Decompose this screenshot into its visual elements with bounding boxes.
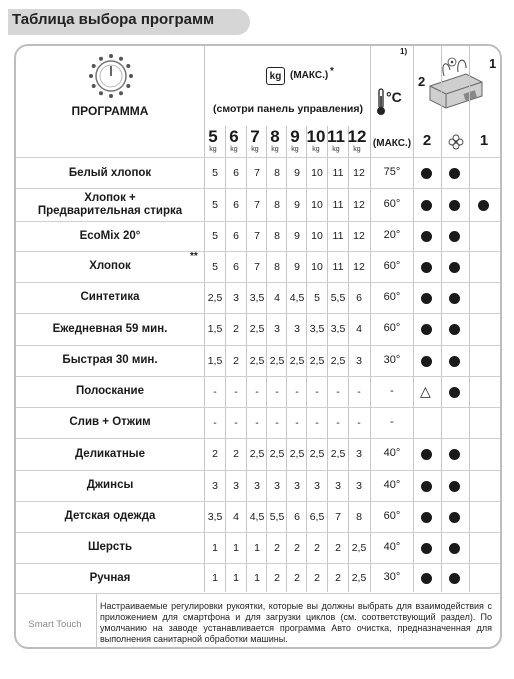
max-temperature: 30° xyxy=(383,571,401,583)
program-name: Полоскание xyxy=(76,385,144,397)
load-value: 2 xyxy=(294,572,300,584)
load-value: 3 xyxy=(274,323,280,335)
load-value: 2,5 xyxy=(269,354,285,367)
load-value: 8 xyxy=(274,198,280,211)
kg-weight-icon: kg xyxy=(266,67,285,85)
column-divider xyxy=(370,46,371,592)
detergent-mark-triangle: △ xyxy=(420,382,431,399)
load-value: - xyxy=(255,416,259,429)
load-value: 4 xyxy=(274,291,280,304)
load-value: - xyxy=(234,385,238,398)
load-value: 1,5 xyxy=(207,354,223,367)
load-value: 5 xyxy=(212,198,218,211)
detergent-mark-dot xyxy=(449,168,460,179)
load-value: 5,5 xyxy=(269,510,285,523)
load-value: 2 xyxy=(335,572,341,584)
detergent-mark-dot xyxy=(421,481,432,492)
max-temperature: 60° xyxy=(383,259,401,272)
load-value: 11 xyxy=(332,198,344,211)
row-divider xyxy=(16,221,500,222)
detergent-drawer-icon xyxy=(426,52,488,118)
detergent-mark-dot xyxy=(449,543,460,554)
compartment-1-header: 1 xyxy=(479,132,489,149)
capacity-unit: kg xyxy=(353,146,361,153)
load-value: 2 xyxy=(314,572,320,584)
detergent-mark-dot xyxy=(449,512,460,523)
capacity-unit: kg xyxy=(209,146,217,153)
program-name: Детская одежда xyxy=(64,510,156,522)
load-value: 1 xyxy=(212,572,218,584)
load-value: 3 xyxy=(254,479,260,492)
load-value: - xyxy=(295,385,299,398)
program-name: Слив + Отжим xyxy=(69,416,151,428)
load-value: 8 xyxy=(274,167,280,179)
load-value: 2,5 xyxy=(269,448,285,460)
load-value: 11 xyxy=(332,230,344,242)
thermometer-icon xyxy=(376,88,386,116)
program-dial-icon xyxy=(88,53,134,99)
capacity-header: 7 xyxy=(250,127,260,146)
load-value: 2,5 xyxy=(330,448,346,460)
load-value: 6 xyxy=(356,291,362,304)
load-value: 6 xyxy=(233,167,239,179)
load-value: 3 xyxy=(212,479,218,492)
max-temperature: 30° xyxy=(383,353,401,366)
program-name: Хлопок + Предварительная стирка xyxy=(37,191,183,217)
max-temperature: 60° xyxy=(383,290,401,303)
load-value: - xyxy=(295,416,299,429)
capacity-unit: kg xyxy=(251,146,259,153)
detergent-mark-dot xyxy=(449,387,460,398)
max-temperature: 75° xyxy=(383,166,401,178)
load-value: 9 xyxy=(294,198,300,211)
load-value: 4,5 xyxy=(289,291,305,304)
detergent-mark-dot xyxy=(449,356,460,367)
detergent-mark-dot xyxy=(421,512,432,523)
load-value: 3 xyxy=(356,448,362,460)
capacity-unit: kg xyxy=(312,146,320,153)
load-value: 1 xyxy=(254,572,260,584)
load-value: 5 xyxy=(212,167,218,179)
footer-divider xyxy=(16,593,500,594)
load-value: 6 xyxy=(233,198,239,211)
load-value: 5 xyxy=(212,230,218,242)
load-value: 2 xyxy=(335,541,341,554)
row-divider xyxy=(16,313,500,314)
detergent-mark-dot xyxy=(449,324,460,335)
load-value: 3 xyxy=(274,479,280,492)
max-temperature: 60° xyxy=(383,322,401,334)
load-value: - xyxy=(255,385,259,398)
load-value: 4,5 xyxy=(249,510,265,523)
detergent-mark-dot xyxy=(449,573,460,584)
load-value: 3 xyxy=(314,479,320,492)
load-value: - xyxy=(357,416,361,429)
program-name: Быстрая 30 мин. xyxy=(62,354,158,366)
detergent-mark-dot xyxy=(421,324,432,335)
load-value: 2,5 xyxy=(249,323,265,335)
load-value: - xyxy=(213,385,217,398)
load-value: - xyxy=(315,416,319,429)
load-value: 12 xyxy=(353,198,365,211)
detergent-mark-dot xyxy=(421,449,432,460)
program-name: EcoMix 20° xyxy=(79,229,141,242)
load-value: 9 xyxy=(294,260,300,273)
row-divider xyxy=(16,376,500,377)
load-value: 3,5 xyxy=(309,323,325,335)
load-value: 6 xyxy=(233,260,239,273)
program-name: Джинсы xyxy=(86,479,134,491)
header-divider xyxy=(16,157,500,158)
load-value: 7 xyxy=(254,198,260,211)
row-divider xyxy=(16,532,500,533)
load-value: 1 xyxy=(212,541,218,554)
drawer-label-1: 1 xyxy=(489,56,497,71)
load-value: 2 xyxy=(212,448,218,460)
page-title: Таблица выбора программ xyxy=(12,11,215,28)
load-value: - xyxy=(213,416,217,429)
program-name: Ежедневная 59 мин. xyxy=(52,322,168,335)
detergent-mark-dot xyxy=(421,231,432,242)
detergent-mark-dot xyxy=(421,262,432,273)
load-value: - xyxy=(336,385,340,398)
smart-touch-logo: Smart Touch xyxy=(28,619,82,630)
load-value: 5,5 xyxy=(330,291,346,304)
row-divider xyxy=(16,501,500,502)
max-temperature: 60° xyxy=(383,197,401,210)
load-value: 8 xyxy=(274,260,280,273)
detergent-mark-dot xyxy=(449,200,460,211)
load-value: 10 xyxy=(311,230,323,242)
footer-divider-vertical xyxy=(96,594,97,647)
load-value: 10 xyxy=(311,260,323,273)
column-divider xyxy=(469,46,470,592)
row-divider xyxy=(16,251,500,252)
load-value: 3,5 xyxy=(249,291,265,304)
program-column-header: ПРОГРАММА xyxy=(71,104,149,118)
load-value: 2,5 xyxy=(249,448,265,460)
load-value: 3 xyxy=(233,479,239,492)
capacity-header: 10 xyxy=(306,127,326,146)
detergent-mark-dot xyxy=(449,231,460,242)
load-value: 2,5 xyxy=(207,291,223,304)
load-value: 1 xyxy=(254,541,260,554)
detergent-mark-dot xyxy=(449,262,460,273)
capacity-header: 12 xyxy=(347,127,367,146)
row-divider xyxy=(16,345,500,346)
row-divider xyxy=(16,470,500,471)
temperature-footnote: 1) xyxy=(400,47,408,56)
load-value: - xyxy=(315,385,319,398)
load-value: 2 xyxy=(233,323,239,335)
load-value: 2,5 xyxy=(309,448,325,460)
load-value: 12 xyxy=(353,167,365,179)
detergent-mark-dot xyxy=(449,293,460,304)
load-value: 3 xyxy=(335,479,341,492)
load-value: 8 xyxy=(274,230,280,242)
detergent-mark-dot xyxy=(421,573,432,584)
row-divider xyxy=(16,188,500,189)
load-value: 3 xyxy=(356,479,362,492)
load-value: 1,5 xyxy=(207,323,223,335)
load-value: 2 xyxy=(233,448,239,460)
load-value: - xyxy=(275,385,279,398)
load-value: 2,5 xyxy=(309,354,325,367)
detergent-mark-dot xyxy=(478,200,489,211)
load-value: 3 xyxy=(294,479,300,492)
program-name: Шерсть xyxy=(87,541,133,553)
load-value: 6 xyxy=(294,510,300,523)
detergent-mark-dot xyxy=(421,168,432,179)
load-value: - xyxy=(336,416,340,429)
load-value: 8 xyxy=(356,510,362,523)
load-value: - xyxy=(357,385,361,398)
program-name: Деликатные xyxy=(74,447,146,460)
max-temperature: 40° xyxy=(383,540,401,553)
row-divider xyxy=(16,563,500,564)
load-value: 5 xyxy=(212,260,218,273)
detergent-mark-dot xyxy=(421,200,432,211)
load-value: 7 xyxy=(254,230,260,242)
max-temperature: 40° xyxy=(383,478,401,491)
capacity-unit: kg xyxy=(271,146,279,153)
detergent-mark-dot xyxy=(421,293,432,304)
load-value: 2,5 xyxy=(289,448,305,460)
load-value: 9 xyxy=(294,230,300,242)
load-value: 12 xyxy=(353,230,365,242)
max-temperature: 40° xyxy=(383,447,401,459)
load-value: 3 xyxy=(356,354,362,367)
load-value: - xyxy=(234,416,238,429)
max-load-label: (МАКС.) xyxy=(290,70,329,81)
softener-flower-icon xyxy=(448,134,464,150)
load-value: 5 xyxy=(314,291,320,304)
capacity-header: 5 xyxy=(208,127,218,146)
capacity-header: 11 xyxy=(327,127,345,146)
max-temperature: 60° xyxy=(383,509,401,522)
temperature-max-label: (МАКС.) xyxy=(372,138,412,149)
detergent-mark-dot xyxy=(421,543,432,554)
program-name: Белый хлопок xyxy=(68,166,152,179)
load-value: 7 xyxy=(254,260,260,273)
max-load-footnote-mark: * xyxy=(330,66,334,77)
load-value: 3,5 xyxy=(330,323,346,335)
row-divider xyxy=(16,438,500,439)
load-value: 2,5 xyxy=(351,572,367,584)
load-value: - xyxy=(275,416,279,429)
column-divider xyxy=(441,46,442,592)
max-temperature: 20° xyxy=(383,229,401,241)
capacity-header: 6 xyxy=(229,127,239,146)
max-temperature: - xyxy=(390,415,394,428)
load-value: 3 xyxy=(294,323,300,335)
capacity-header: 8 xyxy=(270,127,280,146)
load-value: 2,5 xyxy=(289,354,305,367)
load-value: 3,5 xyxy=(207,510,223,523)
load-value: 10 xyxy=(311,167,323,179)
load-value: 6 xyxy=(233,230,239,242)
max-temperature: - xyxy=(390,384,394,397)
capacity-unit: kg xyxy=(230,146,238,153)
load-value: 7 xyxy=(335,510,341,523)
capacity-header: 9 xyxy=(290,127,300,146)
detergent-mark-dot xyxy=(421,356,432,367)
load-value: 2 xyxy=(314,541,320,554)
program-name: Синтетика xyxy=(80,291,140,303)
row-divider xyxy=(16,407,500,408)
load-value: 2,5 xyxy=(351,541,367,554)
load-value: 11 xyxy=(332,167,344,179)
load-value: 2 xyxy=(274,541,280,554)
detergent-mark-dot xyxy=(449,449,460,460)
temperature-unit: °C xyxy=(386,89,402,105)
load-value: 4 xyxy=(356,323,362,335)
panel-note: (смотри панель управления) xyxy=(213,103,363,115)
load-value: 10 xyxy=(311,198,323,211)
column-divider xyxy=(413,46,414,592)
compartment-2-header: 2 xyxy=(422,132,432,149)
drawer-label-2: 2 xyxy=(418,74,426,89)
load-value: 2,5 xyxy=(249,354,265,367)
program-name: Ручная xyxy=(89,571,131,584)
load-value: 7 xyxy=(254,167,260,179)
load-value: 9 xyxy=(294,167,300,179)
load-value: 1 xyxy=(233,541,239,554)
load-value: 1 xyxy=(233,572,239,584)
load-value: 12 xyxy=(353,260,365,273)
program-name: Хлопок xyxy=(89,260,131,272)
capacity-unit: kg xyxy=(332,146,340,153)
load-value: 2 xyxy=(274,572,280,584)
load-value: 3 xyxy=(233,291,239,304)
row-divider xyxy=(16,282,500,283)
load-value: 2 xyxy=(294,541,300,554)
detergent-mark-dot xyxy=(449,481,460,492)
program-footnote-mark: ** xyxy=(190,251,198,262)
load-value: 11 xyxy=(332,260,344,273)
load-value: 2,5 xyxy=(330,354,346,367)
load-value: 4 xyxy=(233,510,239,523)
load-value: 2 xyxy=(233,354,239,367)
capacity-unit: kg xyxy=(291,146,299,153)
footer-note: Настраиваемые регулировки рукоятки, которые вы должны выбрать для взаимодействия с приложением для смартфона и для загрузки циклов (см. соответствующий раздел). По умолчанию на заводе устанавливается программа Авто очистка, предназначенная для выполнения санитарной обработки машины. xyxy=(100,601,492,644)
load-value: 6,5 xyxy=(309,510,325,523)
